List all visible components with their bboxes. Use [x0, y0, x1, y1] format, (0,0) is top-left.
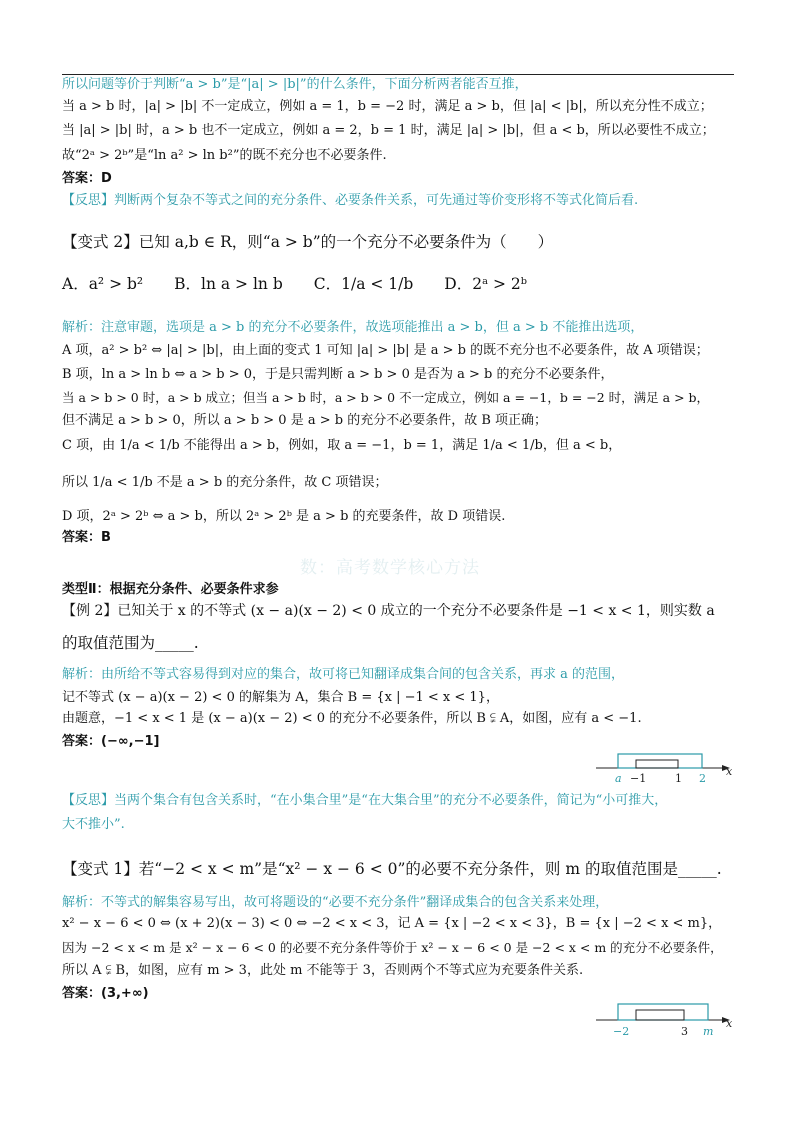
axis-label-x: x [726, 1017, 733, 1030]
text-line-14: C 项，由 1/a < 1/b 不能得出 a > b，例如，取 a = −1，b = 1，满足 1/a < 1/b，但 a < b， [62, 438, 622, 453]
text-line-21: 解析：由所给不等式容易得到对应的集合，故可将已知翻译成集合间的包含关系，再求 a 的范围， [62, 667, 625, 682]
text-line-32: 答案：(3,+∞) [62, 986, 149, 1001]
watermark: 数：高考数学核心方法 [300, 558, 480, 578]
text-line-11: B 项，ln a > ln b ⇔ a > b > 0，于是只需判断 a > b > 0 是否为 a > b 的充分不必要条件， [62, 367, 614, 382]
text-line-31: 所以 A ⫋ B，如图，应有 m > 3，此处 m 不能等于 3，否则两个不等式应为充要条件关系. [62, 963, 584, 978]
tick-label-m: m [703, 1025, 714, 1038]
text-line-24: 答案：(−∞,−1] [62, 734, 160, 749]
text-line-4: 故“2ᵃ > 2ᵇ”是“ln a² > ln b²”的既不充分也不必要条件. [62, 148, 387, 163]
text-line-6: 【反思】判断两个复杂不等式之间的充分条件、必要条件关系，可先通过等价变形将不等式化简后看. [62, 193, 639, 208]
text-line-18: 类型Ⅱ：根据充分条件、必要条件求参 [62, 582, 279, 597]
axis-label-x: x [726, 765, 733, 778]
text-line-30: 因为 −2 < x < m 是 x² − x − 6 < 0 的必要不充分条件等价于 x² − x − 6 < 0 是 −2 < x < m 的充分不必要条件， [62, 940, 723, 955]
text-line-15: 所以 1/a < 1/b 不是 a > b 的充分条件，故 C 项错误； [62, 475, 388, 490]
tick-label-2: 2 [699, 772, 706, 785]
text-line-19: 【例 2】已知关于 x 的不等式 (x − a)(x − 2) < 0 成立的一个充分不必要条件是 −1 < x < 1，则实数 a [62, 603, 715, 619]
tick-label-1: 1 [675, 772, 682, 785]
text-line-3: 当 |a| > |b| 时，a > b 也不一定成立，例如 a = 2，b = 1 时，满足 |a| > |b|，但 a < b，所以必要性不成立； [62, 123, 715, 138]
tick-label-a: a [615, 772, 622, 785]
text-line-9: 解析：注意审题，选项是 a > b 的充分不必要条件，故选项能推出 a > b，但 a > b 不能推出选项， [62, 320, 644, 335]
header-rule [62, 74, 734, 75]
text-line-26: 大不推小”. [62, 817, 125, 832]
text-line-29: x² − x − 6 < 0 ⇔ (x + 2)(x − 3) < 0 ⇔ −2 < x < 3，记 A = {x | −2 < x < 3}，B = {x | −2 < x < m}， [62, 916, 722, 931]
text-line-1: 所以问题等价于判断“a > b”是“|a| > |b|”的什么条件，下面分析两者能否互推， [62, 77, 528, 92]
text-line-20: 的取值范围为_____. [62, 634, 199, 652]
text-line-7: 【变式 2】已知 a,b ∈ R，则“a > b”的一个充分不必要条件为（ ） [62, 233, 554, 251]
number-line-example-2 [596, 748, 736, 786]
text-line-5: 答案：D [62, 171, 112, 186]
text-line-25: 【反思】当两个集合有包含关系时，“在小集合里”是“在大集合里”的充分不必要条件，简记为“小可推大， [62, 793, 668, 808]
text-line-23: 由题意，−1 < x < 1 是 (x − a)(x − 2) < 0 的充分不必要条件，所以 B ⫋ A，如图，应有 a < −1. [62, 711, 642, 726]
text-line-16: D 项，2ᵃ > 2ᵇ ⇔ a > b，所以 2ᵃ > 2ᵇ 是 a > b 的充要条件，故 D 项错误. [62, 509, 506, 524]
text-line-22: 记不等式 (x − a)(x − 2) < 0 的解集为 A，集合 B = {x | −1 < x < 1}， [62, 690, 499, 705]
tick-label-3: 3 [681, 1025, 688, 1038]
text-line-27: 【变式 1】若“−2 < x < m”是“x² − x − 6 < 0”的必要不充分条件，则 m 的取值范围是_____. [62, 860, 722, 878]
text-line-17: 答案：B [62, 530, 111, 545]
text-line-13: 但不满足 a > b > 0，所以 a > b > 0 是 a > b 的充分不必要条件，故 B 项正确； [62, 413, 548, 428]
tick-label-neg1: −1 [630, 772, 647, 785]
number-line-variant-1 [596, 1000, 736, 1040]
text-line-8: A．a² > b² B．ln a > ln b C．1/a < 1/b D．2ᵃ > 2ᵇ [62, 275, 527, 293]
text-line-10: A 项，a² > b² ⇔ |a| > |b|，由上面的变式 1 可知 |a| > |b| 是 a > b 的既不充分也不必要条件，故 A 项错误； [62, 343, 709, 358]
text-line-28: 解析：不等式的解集容易写出，故可将题设的“必要不充分条件”翻译成集合的包含关系来处理， [62, 895, 609, 910]
text-line-12: 当 a > b > 0 时，a > b 成立；但当 a > b 时，a > b > 0 不一定成立，例如 a = −1，b = −2 时，满足 a > b， [62, 390, 710, 405]
text-line-2: 当 a > b 时，|a| > |b| 不一定成立，例如 a = 1，b = −2 时，满足 a > b，但 |a| < |b|，所以充分性不成立； [62, 99, 713, 114]
tick-label-neg2: −2 [613, 1025, 630, 1038]
